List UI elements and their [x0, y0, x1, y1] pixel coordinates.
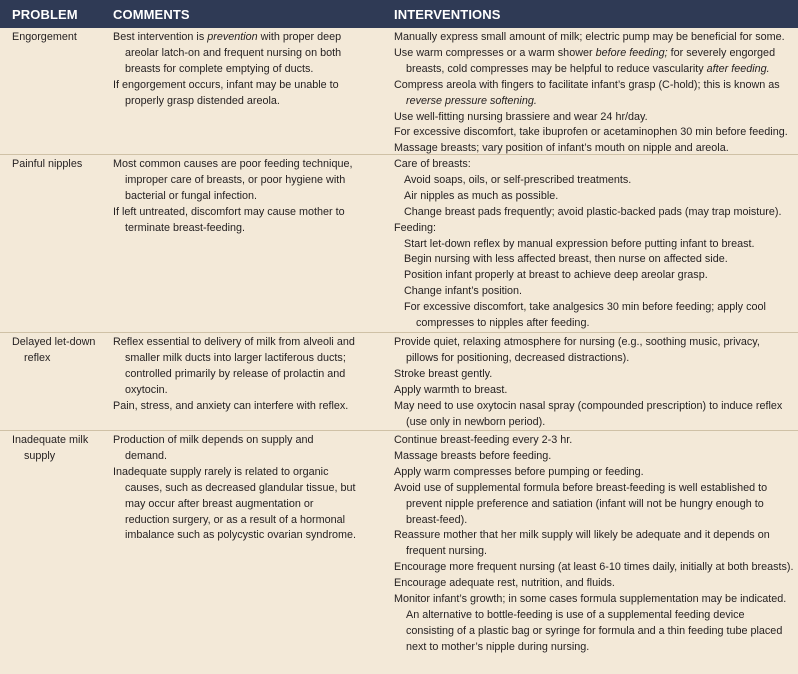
intervention-item: Reassure mother that her milk supply will likely be adequate and it depends on frequent nursing. — [394, 529, 770, 558]
comment-item: Inadequate supply rarely is related to organic causes, such as decreased glandular tissue, but may occur after breast augmentation or reduction surgery, or as a result of a hormonal imbalance such as polycystic ovarian syndrome. — [113, 465, 357, 542]
intervention-item: Air nipples as much as possible. — [404, 189, 559, 202]
intervention-item: Avoid soaps, oils, or self-prescribed treatments. — [404, 173, 632, 186]
intervention-item: Encourage adequate rest, nutrition, and fluids. — [394, 577, 615, 590]
comment-item: Reflex essential to delivery of milk from alveoli and smaller milk ducts into larger lactiferous ducts; controlled primarily by release of prolactin and oxytocin. — [113, 336, 355, 396]
intervention-item: Avoid use of supplemental formula before breast-feeding is well established to prevent nipple preference and satiation (infant will not be hungry enough to breast-feed). — [394, 481, 768, 526]
intervention-item: Compress areola with fingers to facilitate infant’s grasp (C-hold); this is known as reverse pressure softening. — [394, 78, 780, 107]
comment-item: Pain, stress, and anxiety can interfere with reflex. — [113, 399, 349, 412]
intervention-item: Apply warmth to breast. — [394, 383, 508, 396]
intervention-item: Continue breast-feeding every 2-3 hr. — [394, 434, 573, 446]
header-comments: COMMENTS — [113, 7, 190, 22]
intervention-item: Provide quiet, relaxing atmosphere for nursing (e.g., soothing music, privacy, pillows for positioning, decreased distractions). — [394, 336, 760, 364]
intervention-item: Stroke breast gently. — [394, 367, 493, 380]
intervention-item: Use warm compresses or a warm shower before feeding; for severely engorged breasts, cold compresses may be helpful to reduce vascularity after feeding. — [394, 46, 776, 75]
comment-item: Production of milk depends on supply and demand. — [113, 434, 314, 462]
interventions-cell — [394, 157, 794, 332]
problem-cell: Delayed let-down reflex — [12, 336, 96, 364]
table-row-delayed-let-down — [0, 333, 798, 431]
interventions-cell — [394, 30, 794, 157]
table-row-painful-nipples — [0, 155, 798, 333]
table-row-inadequate-supply — [0, 431, 798, 674]
header-problem: PROBLEM — [12, 7, 78, 22]
intervention-item: Apply warm compresses before pumping or feeding. — [394, 465, 644, 478]
problem-cell: Inadequate milk supply — [12, 434, 89, 462]
intervention-item: Change breast pads frequently; avoid plastic-backed pads (may trap moisture). — [404, 205, 782, 218]
intervention-item: Use well-fitting nursing brassiere and wear 24 hr/day. — [394, 110, 648, 123]
problem-cell: Painful nipples — [12, 158, 83, 170]
comments-cell — [113, 157, 358, 237]
intervention-item: Begin nursing with less affected breast, then nurse on affected side. — [404, 253, 728, 266]
table-body — [0, 28, 798, 674]
comment-item: Most common causes are poor feeding technique, improper care of breasts, or poor hygiene with bacterial or fungal infection. — [113, 158, 353, 202]
intervention-item: For excessive discomfort, take analgesics 30 min before feeding; apply cool compresses to nipples after feeding. — [404, 301, 766, 330]
intervention-item: Massage breasts before feeding. — [394, 449, 552, 462]
intervention-item: Start let-down reflex by manual expression before putting infant to breast. — [404, 237, 755, 250]
intervention-subheading: Feeding: — [394, 221, 437, 234]
comments-cell — [113, 335, 358, 415]
comment-item: If left untreated, discomfort may cause mother to terminate breast-feeding. — [113, 205, 345, 234]
interventions-cell — [394, 335, 794, 430]
comment-item: Best intervention is prevention with proper deep areolar latch-on and frequent nursing on both breasts for complete emptying of ducts. — [113, 31, 342, 75]
problem-cell: Engorgement — [12, 31, 77, 43]
intervention-item: Encourage more frequent nursing (at least 6-10 times daily, initially at both breasts). — [394, 561, 794, 574]
intervention-item: Change infant’s position. — [404, 285, 523, 298]
table-header — [0, 0, 798, 28]
comment-item: If engorgement occurs, infant may be unable to properly grasp distended areola. — [113, 78, 339, 107]
interventions-cell — [394, 433, 794, 656]
comments-cell — [113, 433, 358, 544]
intervention-item: Manually express small amount of milk; electric pump may be beneficial for some. — [394, 31, 785, 43]
intervention-item: Monitor infant’s growth; in some cases formula supplementation may be indicated. An alternative to bottle-feeding is use of a supplemental feeding device consisting of a plastic bag or syringe for formula and a thin feeding tube placed next to mother’s nipple during nursing. — [394, 593, 787, 653]
intervention-item: Position infant properly at breast to achieve deep areolar grasp. — [404, 269, 708, 282]
header-interventions: INTERVENTIONS — [394, 7, 501, 22]
intervention-subheading: Care of breasts: — [394, 158, 471, 170]
table-row-engorgement — [0, 28, 798, 155]
comments-cell — [113, 30, 358, 110]
intervention-item: Massage breasts; vary position of infant’s mouth on nipple and areola. — [394, 142, 729, 155]
intervention-item: For excessive discomfort, take ibuprofen or acetaminophen 30 min before feeding. — [394, 126, 788, 139]
intervention-item: May need to use oxytocin nasal spray (compounded prescription) to induce reflex (use only in newborn period). — [394, 399, 783, 428]
